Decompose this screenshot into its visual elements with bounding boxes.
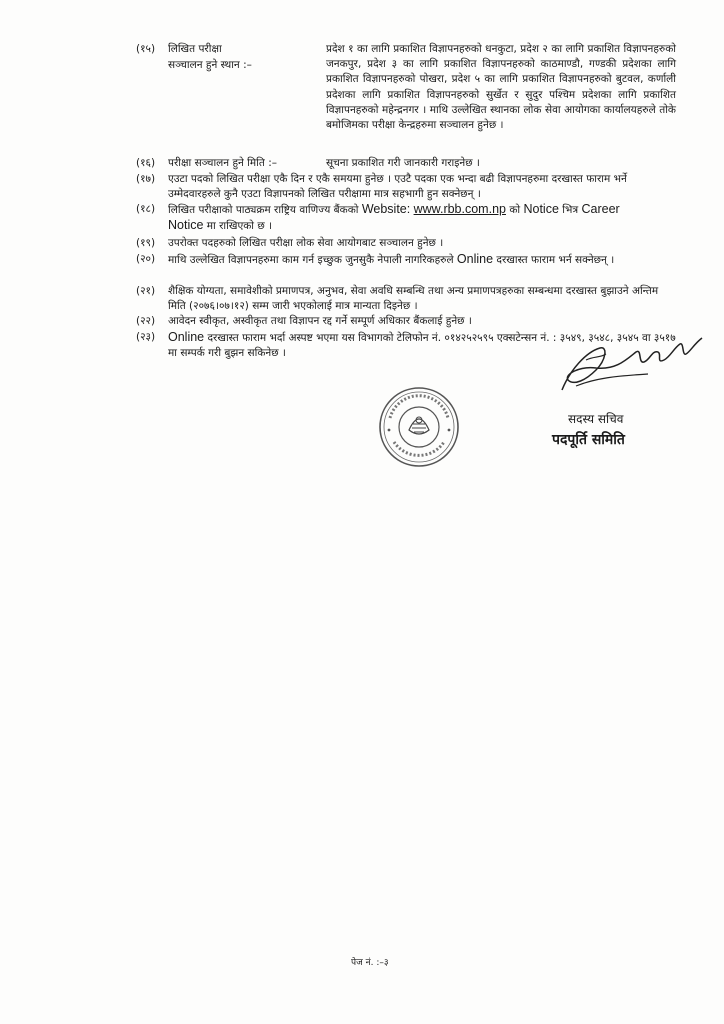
item-text-part: दरखास्त फाराम भर्दा अस्पष्ट भएमा यस विभागको टेलिफोन नं. ०१४२५२५९५ एक्सटेन्सन नं. : ३५४९, ३५४८, ३५४५ वा ३५१७ मा सम्पर्क गरी बुझन सकिनेछ ।	[168, 332, 676, 360]
item-text: एउटा पदको लिखित परीक्षा एकै दिन र एकै समयमा हुनेछ । एउटै पदका एक भन्दा बढी विज्ञापनहरुमा दरखास्त फाराम भर्ने उम्मेदवारहरुले कुनै एउटा विज्ञापनको लिखित परीक्षामा मात्र सहभागी हुन सक्नेछन् ।	[168, 173, 627, 201]
signatory-title: सदस्य सचिव	[568, 412, 624, 426]
website-link[interactable]: www.rbb.com.np	[413, 202, 506, 216]
item-text-part: माथि उल्लेखित विज्ञापनहरुमा काम गर्न इच्छुक जुनसुकै नेपाली नागरिकहरुले	[168, 254, 454, 266]
signature-icon	[556, 330, 706, 400]
item-label: लिखित परीक्षा	[168, 43, 222, 55]
item-number: (१९)	[136, 237, 156, 249]
item-number: (१७)	[136, 173, 156, 185]
item-number: (२३)	[136, 331, 156, 343]
item-text: प्रदेश १ का लागि प्रकाशित विज्ञापनहरुको धनकुटा, प्रदेश २ का लागि प्रकाशित विज्ञापनहरुको जनकपुर, प्रदेश ३ का लागि प्रकाशित विज्ञापनहरुको काठमाण्डौ, गण्डकी प्रदेशका लागि प्रकाशित विज्ञापनहरुको पोखरा, प्रदेश ५ का लागि प्रकाशित विज्ञापनहरुको बुटवल, कर्णाली प्रदेशका लागि प्रकाशित विज्ञापनहरुको सुर्खेत र सुदुर पश्चिम प्रदेशका लागि प्रकाशित विज्ञापनहरुको महेन्द्रनगर । माथि उल्लेखित स्थानका लोक सेवा आयोगका कार्यालयहरुले तोके बमोजिमका परीक्षा केन्द्रहरुमा सञ्चालन हुनेछ ।	[326, 43, 676, 132]
item-number: (२०)	[136, 253, 156, 265]
item-text: आवेदन स्वीकृत, अस्वीकृत तथा विज्ञापन रद्द गर्ने सम्पूर्ण अधिकार बैंकलाई हुनेछ ।	[168, 315, 472, 327]
official-seal-icon	[378, 386, 460, 468]
career-label: Career	[581, 202, 620, 216]
list-item-19	[136, 236, 676, 252]
item-text-part: भित्र	[562, 204, 579, 216]
item-number: (२२)	[136, 315, 156, 327]
list-item-18	[136, 202, 676, 236]
item-text: उपरोक्त पदहरुको लिखित परीक्षा लोक सेवा आयोगबाट सञ्चालन हुनेछ ।	[168, 237, 444, 249]
item-number: (१५)	[136, 43, 156, 55]
online-label: Online	[456, 252, 494, 266]
list-item-22	[136, 314, 676, 330]
page-number: पेज नं. :–३	[351, 958, 389, 968]
list-item-21	[136, 284, 676, 316]
item-text-part: दरखास्त फाराम भर्न सक्नेछन् ।	[496, 254, 615, 266]
item-number: (२१)	[136, 285, 156, 297]
notice-label: Notice	[523, 202, 559, 216]
item-text-part: लिखित परीक्षाको पाठ्यक्रम राष्ट्रिय वाणिज्य बैंकको	[168, 204, 359, 216]
item-text: सूचना प्रकाशित गरी जानकारी गराइनेछ ।	[326, 157, 480, 169]
item-number: (१८)	[136, 203, 156, 215]
item-text	[168, 252, 676, 268]
list-item-16	[136, 156, 676, 172]
item-number: (१६)	[136, 157, 156, 169]
item-label: परीक्षा सञ्चालन हुने मिति :–	[168, 157, 278, 169]
item-label: सञ्चालन हुने स्थान :–	[168, 59, 252, 71]
notice-label: Notice	[168, 218, 204, 233]
list-item-15	[136, 42, 676, 152]
item-text-part: मा राखिएको छ ।	[206, 220, 273, 233]
list-item-20	[136, 252, 676, 284]
item-text	[168, 202, 676, 234]
committee-name: पदपूर्ति समिति	[552, 432, 625, 448]
online-label: Online	[168, 330, 205, 344]
list-item-17	[136, 172, 676, 204]
item-text: शैक्षिक योग्यता, समावेशीको प्रमाणपत्र, अनुभव, सेवा अवधि सम्बन्धि तथा अन्य प्रमाणपत्रहरुका सम्बन्धमा दरखास्त बुझाउने अन्तिम मिति (२०७६।०७।१२) सम्म जारी भएकोलाई मात्र मान्यता दिइनेछ ।	[168, 285, 659, 313]
website-label: Website:	[361, 202, 411, 216]
item-text-part: को	[509, 204, 521, 216]
